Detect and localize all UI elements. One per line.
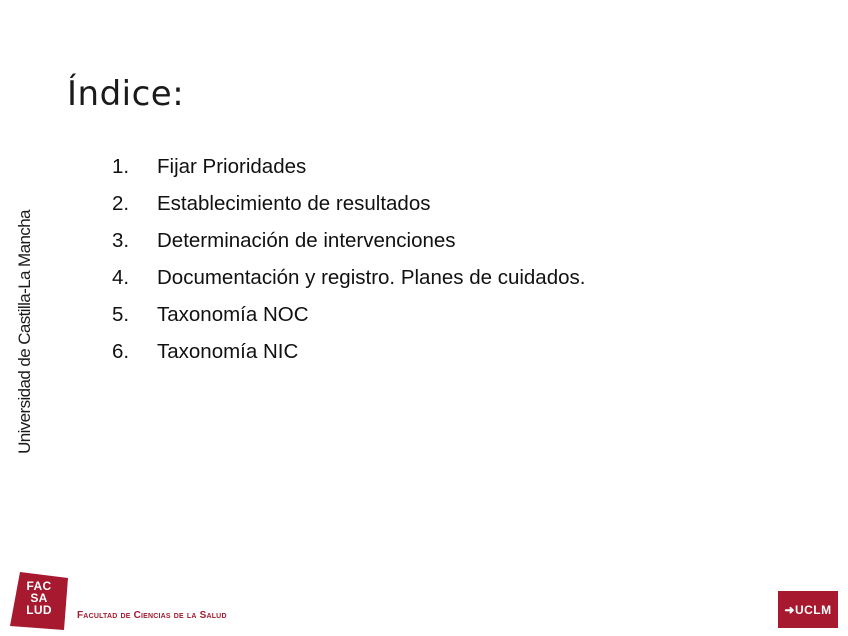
university-sidebar xyxy=(10,205,40,460)
index-item xyxy=(112,185,585,222)
index-item xyxy=(112,296,585,333)
faculty-name: Facultad de Ciencias de la Salud xyxy=(77,610,227,621)
index-item-number: 1. xyxy=(112,155,130,178)
index-item-text: Taxonomía NOC xyxy=(157,303,309,326)
uclm-logo xyxy=(778,591,838,628)
index-item-number: 3. xyxy=(112,229,130,252)
index-item-number: 2. xyxy=(112,192,130,215)
university-name: Universidad de Castilla-La Mancha xyxy=(15,210,34,454)
uclm-arrow-icon: ➜ xyxy=(784,602,795,617)
facsalud-logo-text xyxy=(10,580,68,616)
facsalud-logo xyxy=(10,572,68,630)
facsalud-logo-line: SA xyxy=(30,591,48,605)
index-list xyxy=(112,148,585,370)
uclm-logo-label: UCLM xyxy=(794,602,832,617)
index-item-text: Determinación de intervenciones xyxy=(157,229,456,252)
index-item xyxy=(112,148,585,185)
index-item-text: Taxonomía NIC xyxy=(157,340,299,363)
facsalud-logo-line: LUD xyxy=(26,603,52,617)
index-item-text: Documentación y registro. Planes de cuidados. xyxy=(157,266,586,289)
slide-title: Índice: xyxy=(67,74,185,114)
index-item xyxy=(112,222,585,259)
index-item xyxy=(112,259,585,296)
index-item-text: Establecimiento de resultados xyxy=(157,192,431,215)
index-item-number: 5. xyxy=(112,303,130,326)
index-item-number: 4. xyxy=(112,266,130,289)
index-item xyxy=(112,333,585,370)
index-item-text: Fijar Prioridades xyxy=(157,155,307,178)
uclm-logo-text xyxy=(784,603,831,617)
facsalud-logo-line: FAC xyxy=(26,579,52,593)
index-item-number: 6. xyxy=(112,340,130,363)
